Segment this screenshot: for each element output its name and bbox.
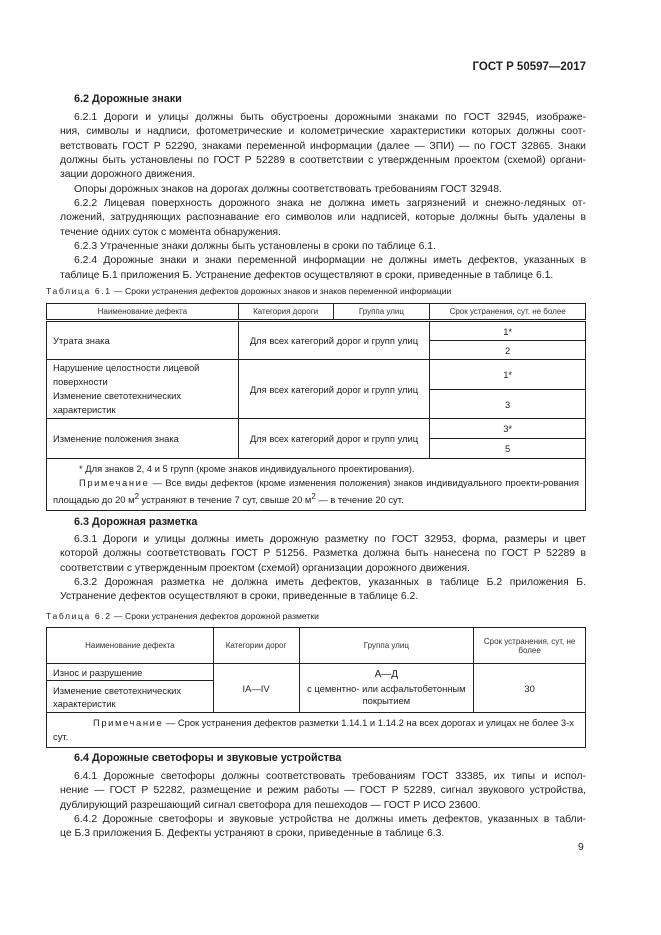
- term-cell: 5: [430, 439, 586, 459]
- section-6-3-body: [60, 533, 586, 605]
- defect-cell: Изменение положения знака: [47, 419, 239, 459]
- paragraph-line: 6.2.3 Утраченные знаки должны быть установлены в сроки по таблице 6.1.: [74, 241, 436, 253]
- table-6-1: [46, 303, 586, 511]
- paragraph-line: 6.2.4 Дорожные знаки и знаки переменной информации не должны иметь дефектов, указанных в: [74, 255, 586, 267]
- term-cell: 30: [474, 664, 586, 713]
- paragraph-line: которой должны соответствовать ГОСТ Р 51256. Разметка должна быть нанесена по ГОСТ Р 52289 в: [60, 548, 586, 560]
- column-header: Категории дорог: [213, 628, 299, 664]
- term-cell: 3*: [430, 419, 586, 439]
- paragraph-line: Устранение дефектов осуществляют в сроки, приведенные в таблице 6.2.: [60, 591, 419, 603]
- table-6-2-caption: [46, 611, 319, 621]
- scope-cell: Для всех категорий дорог и групп улиц: [238, 321, 430, 360]
- defect-cell: Износ и разрушение: [47, 664, 214, 681]
- paragraph-line: таблице Б.1 приложения Б. Устранение дефектов осуществляют в сроки, приведенные в таблице 6.1.: [60, 269, 554, 281]
- note-text: устраняют в течение 7 сут, свыше 20 м: [138, 494, 312, 506]
- column-header: Группа улиц: [333, 304, 430, 321]
- column-header: Срок устранения, сут. не более: [430, 304, 586, 321]
- section-heading-6-2: 6.2 Дорожные знаки: [74, 93, 182, 105]
- caption-label: Таблица 6.2: [46, 611, 112, 621]
- table-note: [53, 476, 579, 507]
- caption-text: — Сроки устранения дефектов дорожной разметки: [111, 611, 319, 621]
- note-label: Примечание: [93, 717, 164, 728]
- note-text: — в течение 20 сут.: [315, 494, 404, 506]
- note-text: — Срок устранения дефектов разметки 1.14.1 и 1.14.2 на всех дорогах и улицах не более 3-х сут.: [53, 717, 574, 742]
- defect-cell: [47, 360, 239, 419]
- paragraph-line: должны быть установлены по ГОСТ Р 52289 в соответствии с утвержденным проектом (схемой) органи-: [60, 155, 586, 167]
- paragraph-line: ния, символы и надписи, фотометрические и колометрические характеристики которых должны соот-: [60, 126, 586, 138]
- table-note: [47, 713, 586, 748]
- note-text: — Все виды дефектов (кроме изменения положения) знаков индивидуального проекти-рования площадью до 20 м: [53, 477, 579, 506]
- paragraph-line: 6.2.2 Лицевая поверхность дорожного знака не должна иметь загрязнений и снежно-ледяных от-: [74, 198, 586, 210]
- table-notes: [47, 459, 586, 511]
- superscript: 2: [311, 492, 316, 501]
- categories-cell: IA—IV: [213, 664, 299, 713]
- section-heading-6-3: 6.3 Дорожная разметка: [74, 516, 198, 528]
- section-6-2-body: [60, 111, 586, 283]
- note-label: Примечание: [79, 477, 150, 488]
- column-header: Группа улиц: [299, 628, 474, 664]
- table-6-1-caption: [46, 286, 451, 296]
- paragraph-line: 6.4.2 Дорожные светофоры и звуковые устройства не должны иметь дефектов, указанных в табли-: [74, 814, 586, 826]
- caption-label: Таблица 6.1: [46, 286, 112, 296]
- defect-cell: Изменение светотехнических характеристик: [47, 681, 214, 713]
- paragraph-line: нение — ГОСТ Р 52282, размещение и режим работы — ГОСТ Р 52289, сигнал звукового устройства,: [60, 785, 586, 797]
- column-header: Наименование дефекта: [47, 628, 214, 664]
- page-number: 9: [578, 842, 584, 853]
- column-header: Срок устранения, сут, не более: [474, 628, 586, 664]
- street-group-cell: [299, 664, 474, 713]
- table-6-2: [46, 627, 586, 748]
- term-cell: 1*: [430, 321, 586, 341]
- superscript: 2: [134, 492, 139, 501]
- paragraph-line: 6.4.1 Дорожные светофоры должны соответствовать требованиям ГОСТ 33385, их типы и испол-: [74, 771, 586, 782]
- defect-cell: Утрата знака: [47, 321, 239, 360]
- column-header: Категория дороги: [238, 304, 333, 321]
- document-id: ГОСТ Р 50597—2017: [472, 61, 586, 73]
- paragraph-line: зации дорожного движения.: [60, 169, 196, 181]
- caption-text: — Сроки устранения дефектов дорожных знаков и знаков переменной информации: [111, 286, 452, 296]
- term-cell: 2: [430, 341, 586, 360]
- paragraph-line: ложений, затрудняющих распознавание его символов или надписей, которые должны быть удалены в: [60, 212, 586, 224]
- section-6-4-body: [60, 770, 586, 842]
- paragraph-line: 6.3.1 Дороги и улицы должны иметь дорожную разметку по ГОСТ 32953, форма, размеры и цвет: [74, 534, 586, 545]
- term-cell: 3: [430, 390, 586, 419]
- paragraph-line: 6.2.1 Дороги и улицы должны быть обустроены дорожными знаками по ГОСТ 32945, изображе-: [74, 112, 586, 123]
- column-header: Наименование дефекта: [47, 304, 239, 321]
- street-group: А—Д: [374, 669, 399, 680]
- term-cell: 1*: [430, 360, 586, 390]
- scope-cell: Для всех категорий дорог и групп улиц: [238, 419, 430, 459]
- defect-text: Изменение светотехнических характеристик: [53, 390, 182, 415]
- note-paragraph: [53, 716, 579, 744]
- paragraph-line: соответствии с утвержденным проектом (схемой) организации дорожного движения.: [60, 562, 470, 574]
- scope-cell: Для всех категорий дорог и групп улиц: [238, 360, 430, 419]
- paragraph-line: дублирующий разрешающий сигнал светофора для пешеходов — ГОСТ Р ИСО 23600.: [60, 799, 481, 811]
- paragraph-line: течение одних суток с момента обнаружения.: [60, 226, 281, 238]
- defect-text: Нарушение целостности лицевой поверхности: [53, 362, 200, 387]
- footnote: * Для знаков 2, 4 и 5 групп (кроме знаков индивидуального проектирования).: [79, 463, 415, 474]
- section-heading-6-4: 6.4 Дорожные светофоры и звуковые устройства: [74, 752, 342, 764]
- paragraph-line: 6.3.2 Дорожная разметка не должна иметь дефектов, указанных в таблице Б.2 приложения Б.: [74, 577, 586, 589]
- paragraph-line: це Б.3 приложения Б. Дефекты устраняют в сроки, приведенные в таблице 6.3.: [60, 828, 445, 840]
- street-group-note: с цементно- или асфальтобетонным покрытием: [307, 683, 466, 706]
- paragraph-line: Опоры дорожных знаков на дорогах должны соответствовать требованиям ГОСТ 32948.: [74, 183, 502, 195]
- paragraph-line: ветствовать ГОСТ Р 52290, знаками переменной информации (далее — ЗПИ) — по ГОСТ 32865. Знаки: [60, 140, 586, 152]
